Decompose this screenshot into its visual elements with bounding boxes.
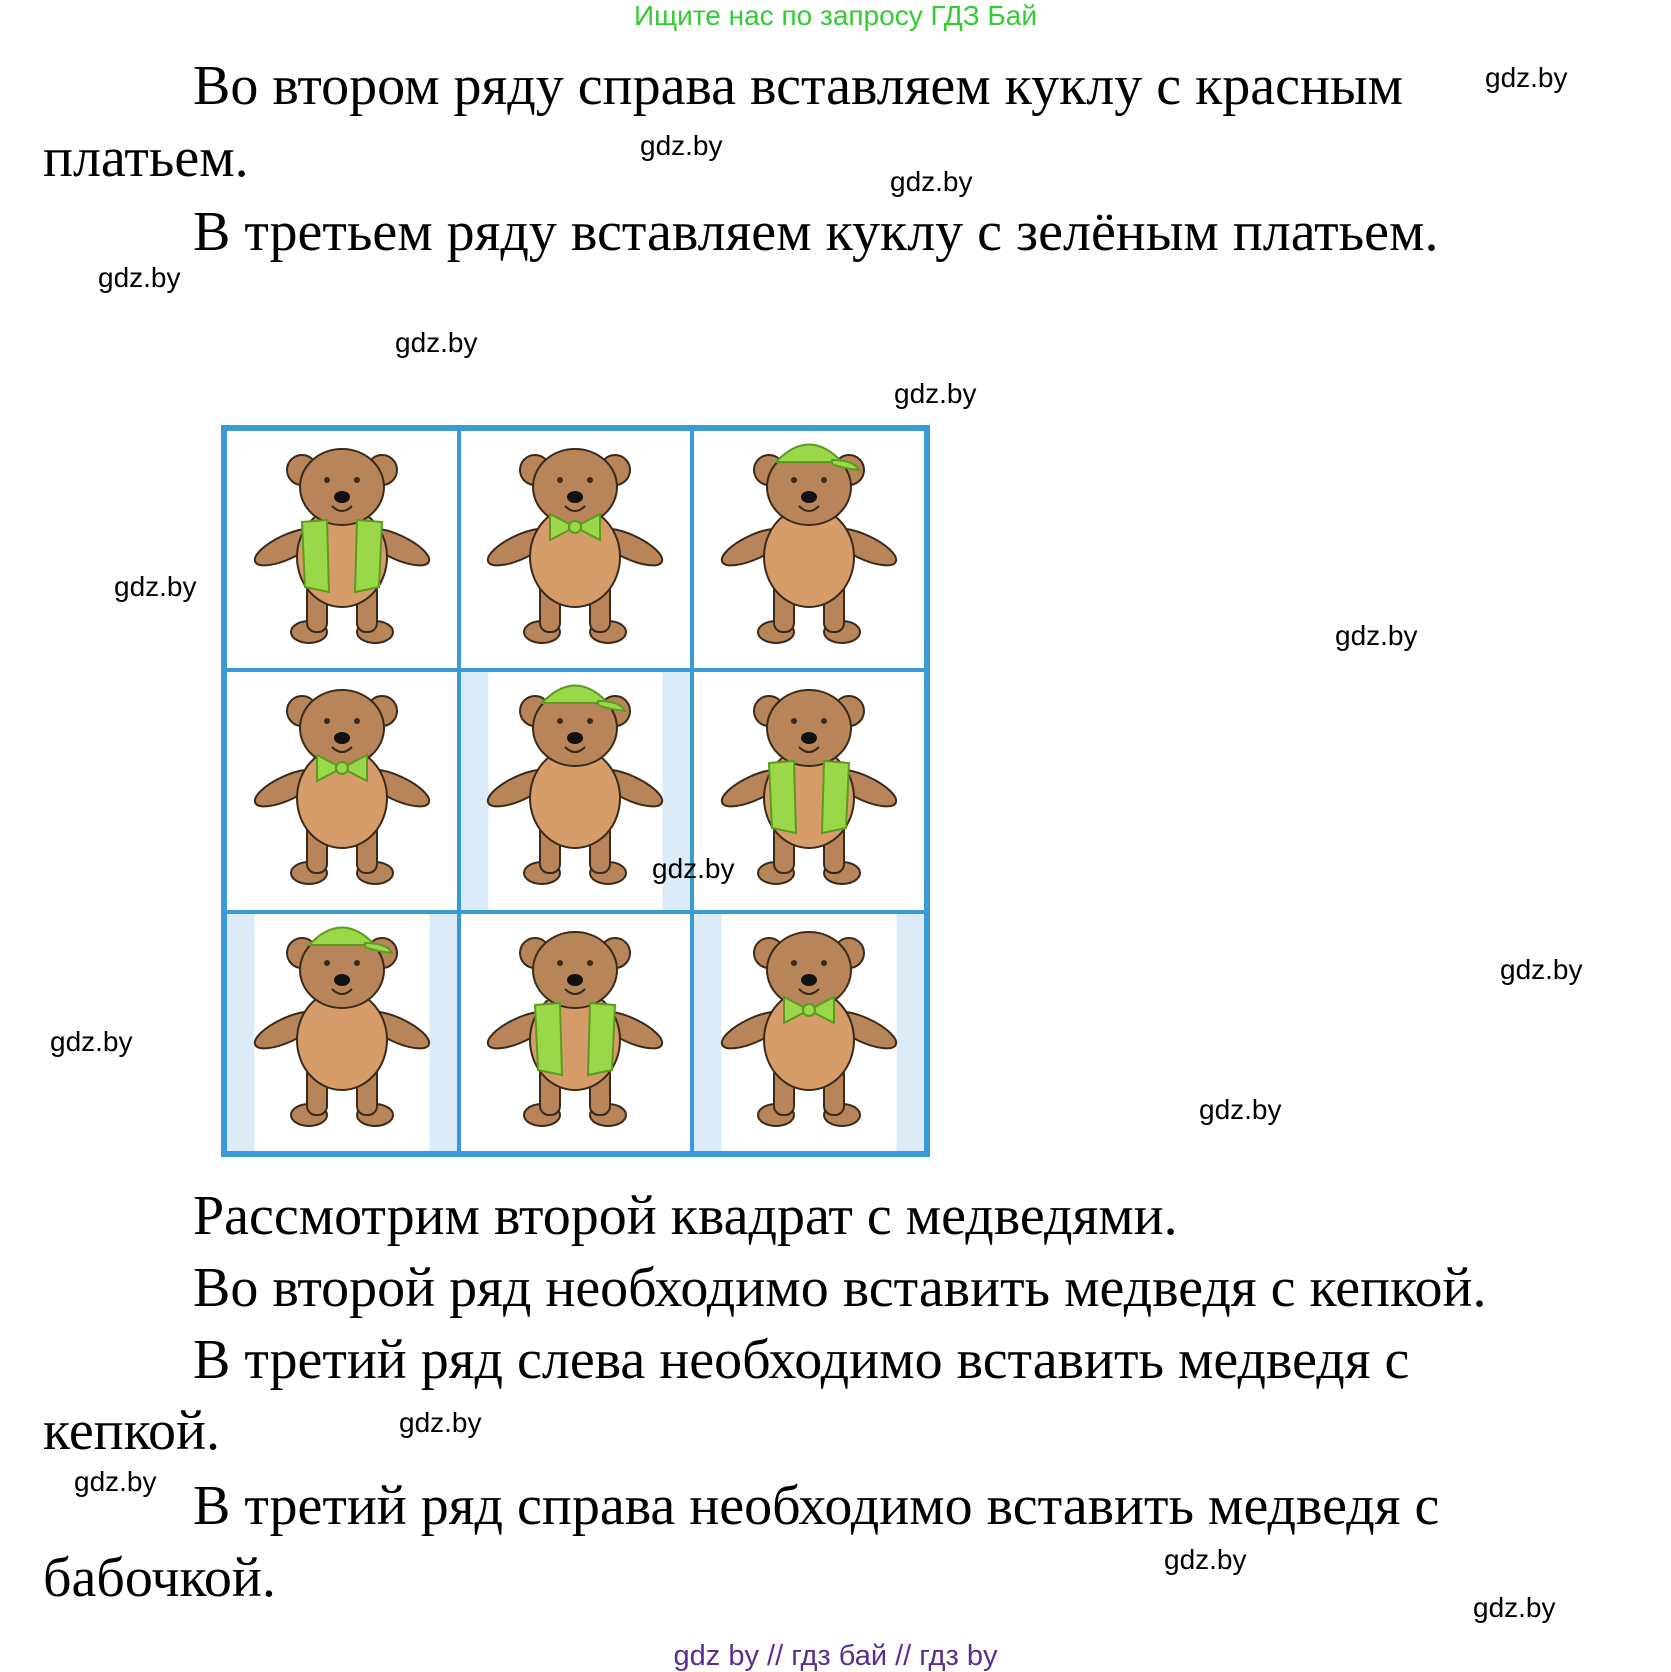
watermark: gdz.by [1199,1094,1282,1125]
watermark: gdz.by [50,1026,133,1057]
watermark: gdz.by [114,571,197,602]
teddy-bear-bow-image [480,442,670,657]
watermark: gdz.by [98,262,181,293]
grid-cell-bear-vest [459,912,693,1153]
watermark: gdz.by [1485,62,1568,93]
paragraph-line: Во второй ряд необходимо вставить медведя с кепкой. [193,1257,1487,1319]
grid-cell-bear-cap [225,912,459,1153]
watermark: gdz.by [1473,1592,1556,1623]
watermark: gdz.by [1335,620,1418,651]
watermark: gdz.by [640,130,723,161]
teddy-bear-vest-image [247,442,437,657]
watermark: gdz.by [395,327,478,358]
paragraph-line: В третий ряд слева необходимо вставить медведя с [193,1329,1410,1391]
paragraph-line: платьем. [43,127,249,189]
watermark: gdz.by [74,1466,157,1497]
paragraph-line: Рассмотрим второй квадрат с медведями. [193,1185,1178,1247]
paragraph-line: В третий ряд справа необходимо вставить медведя с [193,1475,1440,1537]
paragraph-line: Во втором ряду справа вставляем куклу с красным [193,55,1404,117]
grid-cell-bear-bow [225,670,459,911]
grid-cell-bear-cap [692,429,926,670]
teddy-bear-vest-image [714,683,904,898]
bear-puzzle-grid [221,425,930,1157]
watermark: gdz.by [652,853,735,884]
watermark: gdz.by [894,378,977,409]
paragraph-line: бабочкой. [43,1547,276,1609]
watermark: gdz.by [399,1407,482,1438]
watermark: gdz.by [1164,1544,1247,1575]
grid-cell-bear-bow [459,429,693,670]
header-banner: Ищите нас по запросу ГДЗ Бай [633,0,1038,31]
teddy-bear-cap-image [247,925,437,1140]
watermark: gdz.by [1500,954,1583,985]
footer-links: gdz by // гдз бай // гдз by [673,1640,998,1672]
paragraph-line: кепкой. [43,1400,220,1462]
grid-cell-bear-vest [225,429,459,670]
teddy-bear-cap-image [480,683,670,898]
watermark: gdz.by [890,166,973,197]
teddy-bear-cap-image [714,442,904,657]
teddy-bear-bow-image [714,925,904,1140]
grid-cell-bear-bow [692,912,926,1153]
teddy-bear-vest-image [480,925,670,1140]
teddy-bear-bow-image [247,683,437,898]
paragraph-line: В третьем ряду вставляем куклу с зелёным платьем. [193,201,1439,263]
